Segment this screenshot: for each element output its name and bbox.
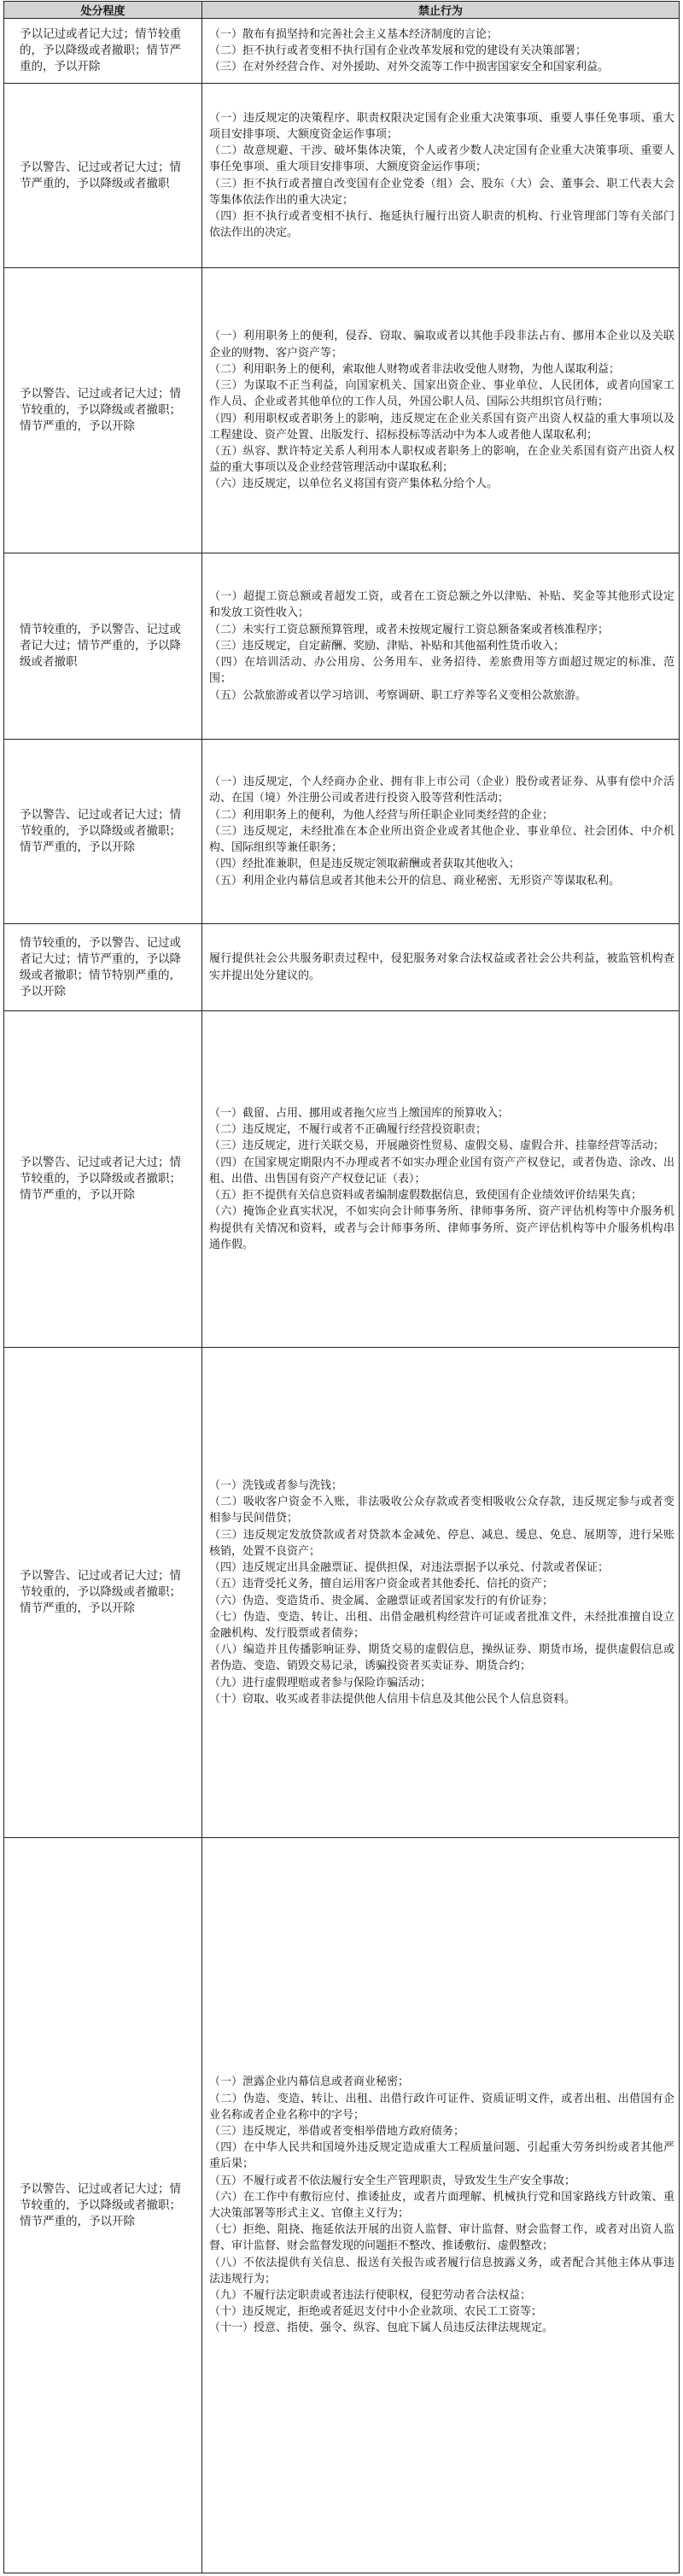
behavior-item: （一）违反规定，个人经商办企业、拥有非上市公司（企业）股份或者证券、从事有偿中介活动、在国（境）外注册公司或者进行投资入股等营利性活动； [209,776,674,805]
header-penalty-level: 处分程度 [4,2,202,19]
behavior-item: （四）拒不执行或者变相不执行、拖延执行履行出资人职责的机构、行业管理部门等有关部门依法作出的决定。 [209,209,674,240]
table-row [4,1011,680,1348]
penalty-cell: 情节较重的，予以警告、记过或者记大过；情节严重的，予以降级或者撤职；情节特别严重的，予以开除 [4,924,202,1011]
behavior-item: （四）在中华人民共和国境外违反规定造成重大工程质量问题、引起重大劳务纠纷或者其他严重后果； [209,2141,674,2171]
penalty-cell: 情节较重的，予以警告、记过或者记大过；情节严重的，予以降级或者撤职 [4,553,202,740]
behavior-item: （五）不履行或者不依法履行安全生产管理职责，导致发生生产安全事故； [209,2174,576,2187]
penalty-cell: 予以警告、记过或者记大过；情节较重的，予以降级或者撤职；情节严重的，予以开除 [4,1348,202,1838]
penalty-cell: 予以警告、记过或者记大过；情节较重的，予以降级或者撤职；情节严重的，予以开除 [4,1011,202,1348]
behavior-item: （五）拒不提供有关信息资料或者编制虚假数据信息，致使国有企业绩效评价结果失真； [209,1189,643,1203]
behavior-item: （五）公款旅游或者以学习培训、考察调研、职工疗养等名义变相公款旅游。 [209,688,587,702]
behavior-item: （五）纵容、默许特定关系人利用本人职权或者职务上的影响，在企业关系国有资产出资人权益的重大事项以及企业经营管理活动中谋取私利； [209,444,674,475]
behavior-item: （二）未实行工资总额预算管理，或者未按规定履行工资总额备案或者核准程序； [209,623,610,636]
behavior-item: （三）违反规定，进行关联交易，开展融资性贸易、虚假交易、虚假合并、挂靠经营等活动； [209,1139,665,1153]
penalty-cell: 予以警告、记过或者记大过；情节较重的，予以降级或者撤职；情节严重的，予以开除 [4,740,202,924]
behavior-cell [202,1348,680,1838]
behavior-item: （七）拒绝、阻挠、拖延依法开展的出资人监督、审计监督、财会监督工作，或者对出资人监督、审计监督、财会监督发现的问题拒不整改、推诿敷衍、虚假整改； [209,2223,674,2253]
table-row [4,740,680,924]
behavior-item: 履行提供社会公共服务职责过程中，侵犯服务对象合法权益或者社会公共利益，被监管机构查实并提出处分建议的。 [209,952,674,982]
behavior-item: （六）在工作中有敷衍应付、推诿扯皮，或者片面理解、机械执行党和国家路线方针政策、重大决策部署等形式主义、官僚主义行为； [209,2190,674,2220]
behavior-item: （二）利用职务上的便利，索取他人财物或者非法收受他人财物，为他人谋取利益； [209,362,621,376]
behavior-item: （四）在培训活动、办公用房、公务用车、业务招待、差旅费用等方面超过规定的标准、范围； [209,656,674,686]
behavior-item: （二）故意规避、干涉、破坏集体决策，个人或者少数人决定国有企业重大决策事项、重要人事任免事项、重大项目安排事项、大额度资金运作事项； [209,144,674,174]
behavior-item: （三）违反规定，举借或者变相举借地方政府债务； [209,2124,465,2138]
behavior-item: （六）违反规定，以单位名义将国有资产集体私分给个人。 [209,477,499,491]
behavior-item: （二）违反规定，不履行或者不正确履行经营投资职责； [209,1123,487,1137]
behavior-item: （四）经批准兼职，但是违反规定领取薪酬或者获取其他收入； [209,858,521,871]
behavior-item: （四）利用职权或者职务上的影响，违反规定在企业关系国有资产出资人权益的重大事项以及工程建设、资产处置、出版发行、招标投标等活动中为本人或者他人谋取私利； [209,412,674,442]
table-row [4,1348,680,1838]
behavior-item: （二）伪造、变造、转让、出租、出借行政许可证件、资质证明文件，或者出租、出借国有企业名称或者企业名称中的字号； [209,2092,674,2122]
behavior-cell [202,268,680,553]
behavior-item: （三）拒不执行或者擅自改变国有企业党委（组）会、股东（大）会、董事会、职工代表大会等集体依法作出的重大决定； [209,177,674,207]
table-row [4,84,680,268]
behavior-item: （五）违背受托义务，擅自运用客户资金或者其他委托、信托的资产； [209,1578,554,1591]
behavior-item: （三）违反规定，自定薪酬、奖励、津贴、补贴和其他福利性货币收入； [209,639,565,653]
behavior-item: （三）违反规定发放贷款或者对贷款本金减免、停息、减息、缓息、免息、展期等，进行呆账核销，处置不良资产； [209,1528,674,1558]
behavior-cell [202,1011,680,1348]
behavior-cell [202,84,680,268]
behavior-item: （二）拒不执行或者变相不执行国有企业改革发展和党的建设有关决策部署； [209,44,587,57]
behavior-item: （一）违反规定的决策程序、职责权限决定国有企业重大决策事项、重要人事任免事项、重大项目安排事项、大额度资金运作事项； [209,111,674,141]
behavior-cell [202,553,680,740]
behavior-item: （九）进行虚假理赔或者参与保险诈骗活动； [209,1676,432,1689]
behavior-item: （三）为谋取不正当利益，向国家机关、国家出资企业、事业单位、人民团体，或者向国家工作人员、企业或者其他单位的工作人员，外国公职人员、国际公共组织官员行贿； [209,379,674,409]
behavior-item: （七）伪造、变造、转让、出租、出借金融机构经营许可证或者批准文件，未经批准擅自设立金融机构、发行股票或者债券； [209,1610,674,1640]
table-row [4,1838,680,2573]
behavior-item: （一）泄露企业内幕信息或者商业秘密； [209,2075,410,2089]
behavior-item: （十）违反规定，拒绝或者延迟支付中小企业款项、农民工工资等； [209,2305,543,2319]
behavior-item: （八）编造并且传播影响证券、期货交易的虚假信息，操纵证券、期货市场，提供虚假信息或者伪造、变造、销毁交易记录，诱骗投资者买卖证券、期货合约； [209,1643,674,1673]
behavior-item: （八）不依法提供有关信息、报送有关报告或者履行信息披露义务，或者配合其他主体从事违法违规行为； [209,2256,674,2286]
behavior-cell [202,1838,680,2573]
behavior-item: （四）违反规定出具金融票证、提供担保，对违法票据予以承兑、付款或者保证； [209,1561,610,1575]
behavior-item: （六）伪造、变造货币、贵金属、金融票证或者国家发行的有价证券； [209,1594,554,1607]
penalty-cell: 予以记过或者记大过；情节较重的，予以降级或者撤职；情节严重的，予以开除 [4,19,202,84]
header-prohibited-behavior: 禁止行为 [202,2,680,19]
behavior-item: （六）掩饰企业真实状况，不如实向会计师事务所、律师事务所、资产评估机构等中介服务机构提供有关情况和资料，或者与会计师事务所、律师事务所、资产评估机构等中介服务机构串通作假。 [209,1205,674,1251]
behavior-item: （一）超提工资总额或者超发工资，或者在工资总额之外以津贴、补贴、奖金等其他形式设定和发放工资性收入； [209,590,674,620]
behavior-cell [202,924,680,1011]
table-row [4,19,680,84]
behavior-item: （四）在国家规定期限内不办理或者不如实办理企业国有资产产权登记，或者伪造、涂改、出租、出借、出售国有资产产权登记证（表）； [209,1156,674,1186]
behavior-item: （一）截留、占用、挪用或者拖欠应当上缴国库的预算收入； [209,1107,510,1121]
penalty-cell: 予以警告、记过或者记大过；情节较重的，予以降级或者撤职；情节严重的，予以开除 [4,268,202,553]
behavior-item: （二）利用职务上的便利，为他人经营与所任职企业同类经营的企业； [209,808,554,822]
behavior-item: （十）窃取、收买或者非法提供他人信用卡信息及其他公民个人信息资料。 [209,1692,576,1706]
table-row [4,268,680,553]
table-header-row [4,2,680,19]
behavior-item: （三）在对外经营合作、对外援助、对外交流等工作中损害国家安全和国家利益。 [209,61,610,74]
behavior-cell [202,19,680,84]
behavior-item: （一）利用职务上的便利，侵吞、窃取、骗取或者以其他手段非法占有、挪用本企业以及关联企业的财物、客户资产等； [209,330,674,360]
behavior-item: （三）违反规定，未经批准在本企业所出资企业或者其他企业、事业单位、社会团体、中介机构、国际组织等兼任职务； [209,824,674,855]
penalty-table [3,1,680,2573]
behavior-item: （十一）授意、指使、强令、纵容、包庇下属人员违反法律法规规定。 [209,2321,554,2335]
table-row [4,553,680,740]
penalty-cell: 予以警告、记过或者记大过；情节较重的，予以降级或者撤职；情节严重的，予以开除 [4,1838,202,2573]
behavior-item: （二）吸收客户资金不入账，非法吸收公众存款或者变相吸收公众存款，违反规定参与或者变相参与民间借贷； [209,1496,674,1525]
behavior-item: （五）利用企业内幕信息或者其他未公开的信息、商业秘密、无形资产等谋取私利。 [209,874,621,887]
behavior-item: （九）不履行法定职责或者违法行使职权，侵犯劳动者合法权益； [209,2289,532,2303]
behavior-cell [202,740,680,924]
penalty-cell: 予以警告、记过或者记大过；情节严重的，予以降级或者撤职 [4,84,202,268]
behavior-item: （一）洗钱或者参与洗钱； [209,1479,343,1493]
behavior-item: （一）散布有损坚持和完善社会主义基本经济制度的言论； [209,27,499,41]
table-row [4,924,680,1011]
